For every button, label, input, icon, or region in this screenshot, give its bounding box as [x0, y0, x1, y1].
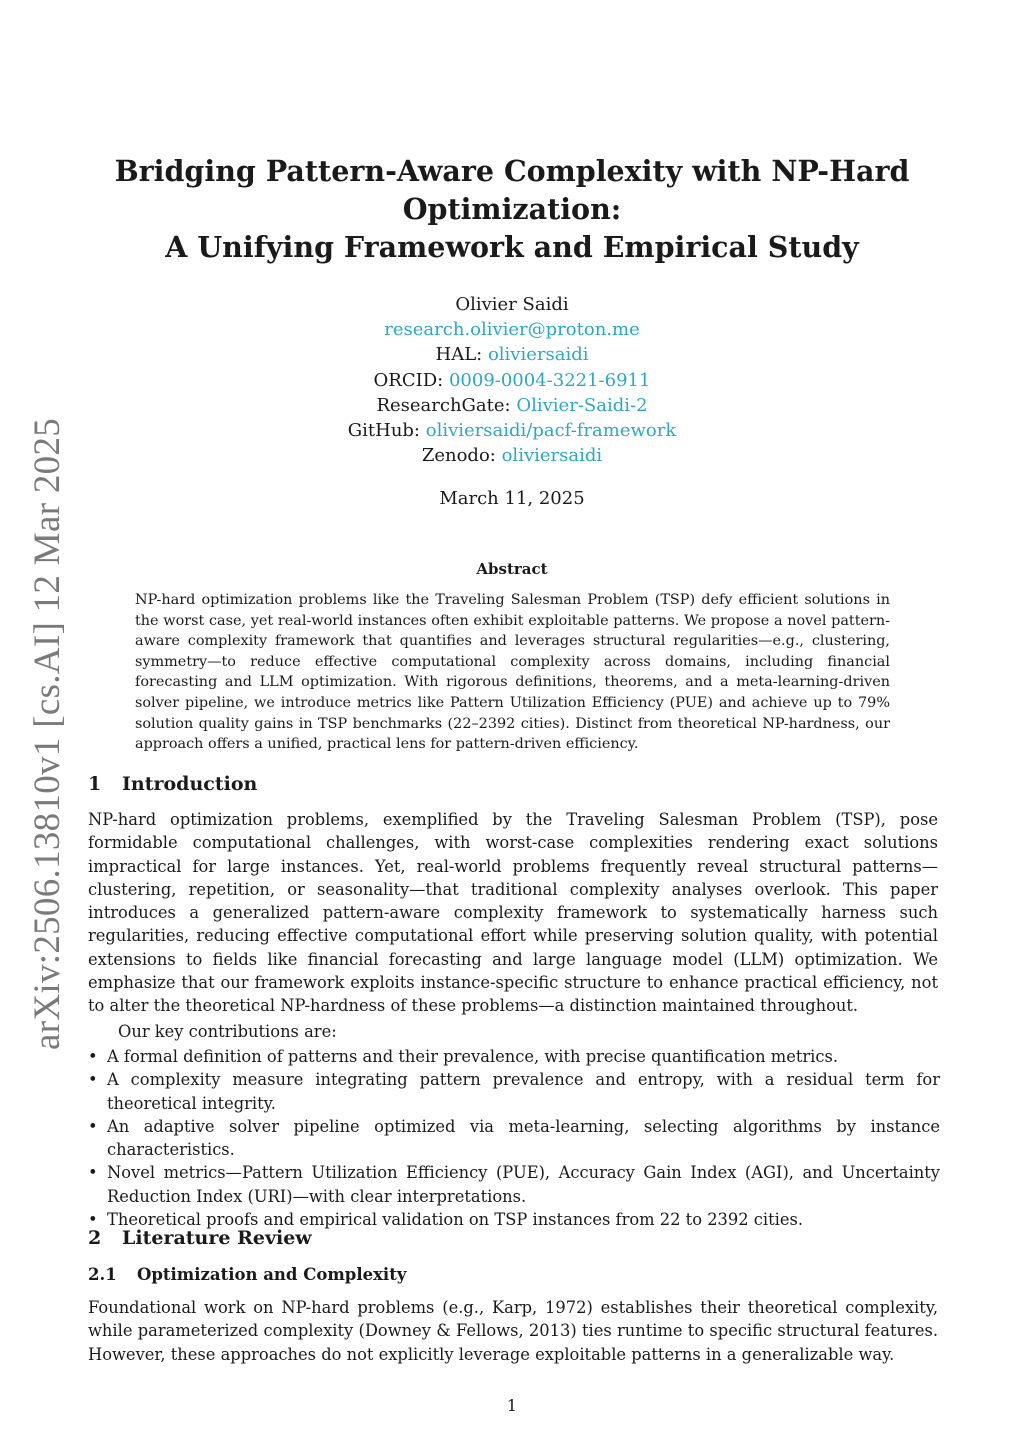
orcid-label: ORCID: — [373, 369, 444, 391]
github-label: GitHub: — [347, 420, 420, 442]
contributions-list — [88, 1045, 940, 1231]
zenodo-label: Zenodo: — [421, 445, 496, 467]
author-block — [212, 292, 812, 468]
bullet-icon: • — [88, 1163, 98, 1183]
bullet-icon: • — [88, 1116, 98, 1136]
title-line-1: Bridging Pattern-Aware Complexity with NP-Hard — [114, 154, 910, 188]
abstract-heading: Abstract — [476, 560, 548, 578]
author-name: Olivier Saidi — [455, 294, 569, 315]
hal-label: HAL: — [435, 344, 483, 366]
section-title: Literature Review — [122, 1227, 312, 1249]
list-item: • A complexity measure integrating pattern prevalence and entropy, with a residual term for theoretical integrity. — [88, 1070, 940, 1113]
contributions-lead: Our key contributions are: — [118, 1022, 337, 1041]
bullet-icon: • — [88, 1047, 98, 1066]
hal-link[interactable]: oliviersaidi — [487, 344, 589, 366]
list-item: • An adaptive solver pipeline optimized via meta-learning, selecting algorithms by instance characteristics. — [88, 1116, 940, 1160]
bullet-icon: • — [88, 1070, 98, 1090]
author-email-link[interactable]: research.olivier@proton.me — [384, 319, 640, 341]
section-literature-review-heading — [88, 1227, 312, 1249]
abstract-text: NP-hard optimization problems like the Traveling Salesman Problem (TSP) defy efficient solutions in the worst case, yet real-world instances often exhibit exploitable patterns. We propose a novel pattern-aware complexity framework that quantifies and leverages structural regularities—e.g., clustering, symmetry—to reduce effective computational complexity across domains, including financial forecasting and LLM optimization. With rigorous definitions, theorems, and a meta-learning-driven solver pipeline, we introduce metrics like Pattern Utilization Efficiency (PUE) and achieve up to 79% solution quality gains in TSP benchmarks (22–2392 cities). Distinct from theoretical NP-hardness, our approach offers a unified, practical lens for pattern-driven efficiency. — [135, 592, 890, 753]
page-number: 1 — [506, 1396, 518, 1415]
paper-title — [112, 152, 912, 266]
publication-date: March 11, 2025 — [439, 488, 585, 509]
section-title: Introduction — [122, 773, 258, 795]
section-number: 1 — [88, 773, 102, 795]
github-link[interactable]: oliviersaidi/pacf-framework — [425, 420, 677, 442]
bullet-icon: • — [88, 1210, 98, 1230]
subsection-optimization-heading — [88, 1265, 406, 1284]
list-item: • Novel metrics—Pattern Utilization Efficiency (PUE), Accuracy Gain Index (AGI), and Uncertainty Reduction Index (URI)—with clear interpretations. — [88, 1163, 940, 1206]
subsection-title: Optimization and Complexity — [137, 1265, 407, 1284]
section-number: 2 — [88, 1227, 102, 1249]
title-line-2: Optimization: — [402, 192, 622, 226]
introduction-paragraph: NP-hard optimization problems, exemplified by the Traveling Salesman Problem (TSP), pose formidable computational challenges, with worst-case complexities rendering exact solutions impractical for large instances. Yet, real-world problems frequently reveal structural patterns—clustering, repetition, or seasonality—that traditional complexity analyses overlook. This paper introduces a generalized pattern-aware complexity framework to systematically harness such regularities, reducing effective computational effort while preserving solution quality, with potential extensions to fields like financial forecasting and large language model (LLM) optimization. We emphasize that our framework exploits instance-specific structure to enhance practical efficiency, not to alter the theoretical NP-hardness of these problems—a distinction maintained throughout. — [88, 810, 938, 1016]
section-introduction-heading — [88, 773, 257, 795]
list-item: • A formal definition of patterns and their prevalence, with precise quantification metrics. — [88, 1045, 940, 1068]
title-line-3: A Unifying Framework and Empirical Study — [165, 230, 859, 264]
orcid-link[interactable]: 0009-0004-3221-6911 — [448, 369, 651, 391]
list-item: • Theoretical proofs and empirical validation on TSP instances from 22 to 2392 cities. — [88, 1208, 940, 1231]
arxiv-identifier-stamp: arXiv:2506.13810v1 [cs.AI] 12 Mar 2025 — [27, 417, 68, 1050]
researchgate-link[interactable]: Olivier-Saidi-2 — [516, 394, 648, 416]
researchgate-label: ResearchGate: — [376, 394, 511, 416]
literature-paragraph: Foundational work on NP-hard problems (e.g., Karp, 1972) establishes their theoretical complexity, while parameterized complexity (Downey & Fellows, 2013) ties runtime to specific structural features. However, these approaches do not explicitly leverage exploitable patterns in a generalizable way. — [88, 1298, 938, 1364]
zenodo-link[interactable]: oliviersaidi — [501, 445, 603, 467]
subsection-number: 2.1 — [88, 1265, 117, 1284]
